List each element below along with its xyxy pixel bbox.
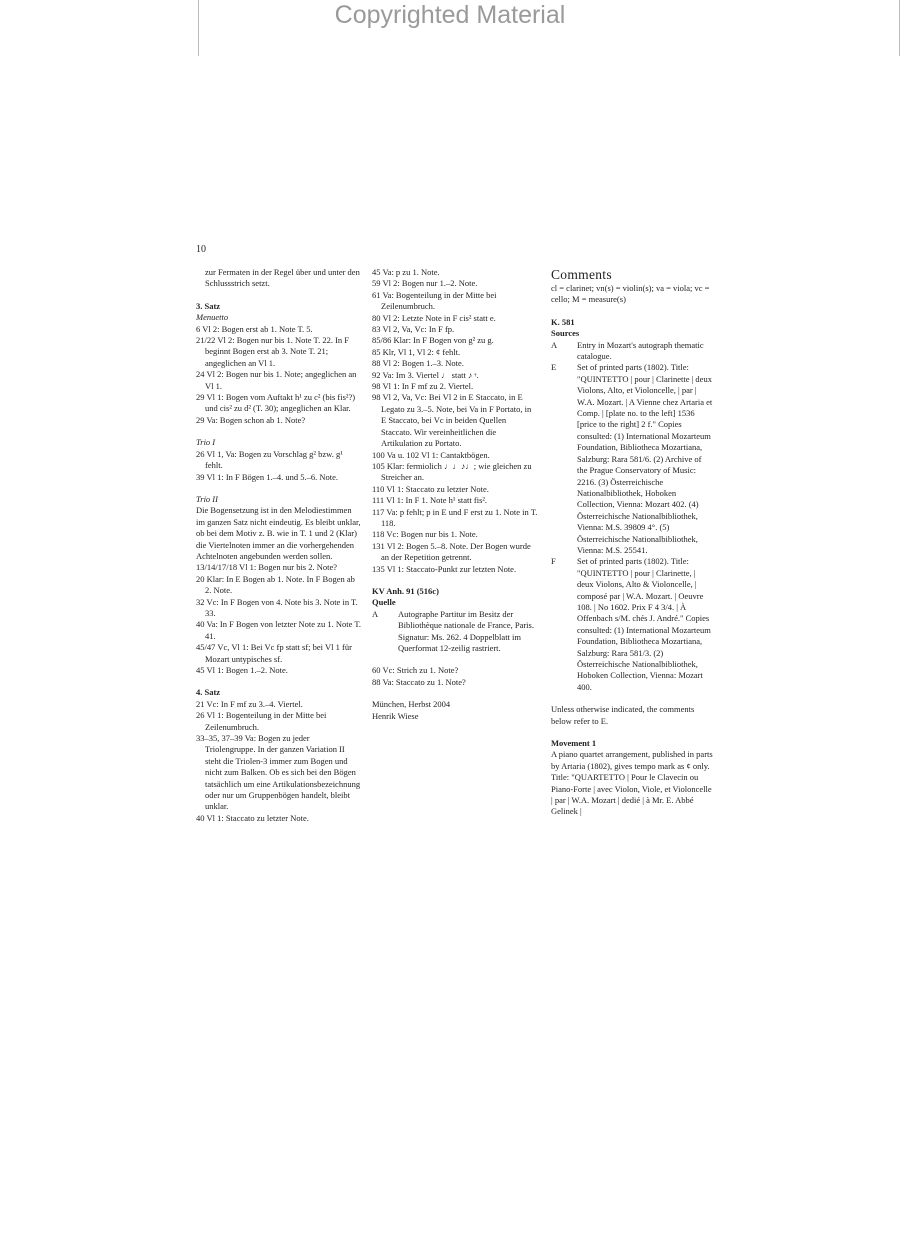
abbreviations: cl = clarinet; vn(s) = violin(s); va = viola; vc = cello; M = measure(s) [551,283,710,305]
note-item: 20 Klar: In E Bogen ab 1. Note. In F Bogen ab 2. Note. [196,573,355,596]
satz4-heading: 4. Satz [196,687,221,698]
note-item: 98 Vl 1: In F mf zu 2. Viertel. [372,381,474,392]
column-1 [196,267,362,824]
note-item: 33–35, 37–39 Va: Bogen zu jeder Triolengruppe. In der ganzen Variation II steht die Triolen-3 immer zum Bogen und nicht zum Balken. Ob es sich bei den Bögen tatsächlich um eine Artikulationsbezeichnung oder nur um Gruppenbögen handelt, bleibt unklar. [196,733,361,812]
note-item: 88 Va: Staccato zu 1. Note? [372,676,466,687]
note-item: 88 Vl 2: Bogen 1.–3. Note. [372,358,464,369]
source-label: A [372,608,379,619]
note-item: 26 Vl 1: Bogenteilung in der Mitte bei Zeilenumbruch. [196,710,327,732]
note-item: 100 Va u. 102 Vl 1: Cantaktbögen. [372,449,490,460]
source-text: Set of printed parts (1802). Title: "QUINTETTO | pour | Clarinette, | deux Violons, Alto & Violoncelle, | composé par | W.A. Mozart. | Oeuvre 108. | No 1602. Prix F 4 3/4. | À Offenbach s/M. chés J. André." Copies consulted: (1) International Mozarteum Foundation, Bibliotheca Mozartiana, Salzburg: Rara 581/3. (2) Österreichische Nationalbibliothek, Hoboken Collection, Vienna: Mozart 400. [577,556,711,692]
note-item: 92 Va: Im 3. Viertel ♩ statt ♪ 𝄾. [372,369,479,380]
intro-text: zur Fermaten in der Regel über und unter den Schlussstrich setzt. [205,267,360,289]
note-item: 29 Vl 1: Bogen vom Auftakt h¹ zu c² (bis fis²?) und cis² zu d² (T. 30); angeglichen an Klar. [196,392,356,414]
note-item: 26 Vl 1, Va: Bogen zu Vorschlag g² bzw. g¹ fehlt. [196,448,343,471]
note-item: 13/14/17/18 Vl 1: Bogen nur bis 2. Note? [196,562,338,573]
source-entry [551,362,713,556]
copyright-watermark: Copyrighted Material [334,1,566,29]
note-item: 45/47 Vc, Vl 1: Bei Vc fp statt sf; bei Vl 1 für Mozart untypisches sf. [196,642,352,664]
note-item: 40 Va: In F Bogen von letzter Note zu 1. Note T. 41. [196,619,362,641]
note-item: 21/22 Vl 2: Bogen nur bis 1. Note T. 22. In F beginnt Bogen erst ab 3. Note T. 21; angeglichen an Vl 1. [196,335,349,368]
source-entry [372,609,538,655]
movement-text: A piano quartet arrangement, published in parts by Artaria (1802), gives tempo mark as ¢ only. Title: "QUARTETTO | Pour le Clavecin ou Piano-Forte | avec Violon, Viole, et Violoncelle | par | W.A. Mozart | dedié | à Mr. E. Abbé Gelinek | [551,749,713,817]
note-item: 61 Va: Bogenteilung in der Mitte bei Zeilenumbruch. [372,289,497,312]
movement-heading: Movement 1 [551,738,597,749]
source-entry [551,340,713,363]
place-date: München, Herbst 2004 [372,699,451,710]
note-item: 105 Klar: fermiolich ♩♩♪♩; wie gleichen zu Streicher an. [372,460,532,483]
note-item: 60 Vc: Strich zu 1. Note? [372,665,459,676]
note-item: 98 Vl 2, Va, Vc: Bei Vl 2 in E Staccato, in E Legato zu 3.–5. Note, bei Va in F Portato, in E Staccato, bei Vc in beiden Quellen Staccato. Wir vereinheitlichen die Artikulation zu Portato. [372,392,532,449]
note-item: 39 Vl 1: In F Bögen 1.–4. und 5.–6. Note. [196,471,338,482]
page-frame-left [198,0,199,56]
note-item: 32 Vc: In F Bogen von 4. Note bis 3. Note in T. 33. [196,596,358,618]
trio2-text: Die Bogensetzung ist in den Melodiestimmen im ganzen Satz nicht eindeutig. Es bleibt unklar, ob bei dem Motiv z. B. wie in T. 1 und 2 (Klar) die Viertelnoten immer an die vorhergehenden Achtelnoten angebunden werden sollen. [196,505,361,561]
note-item: 45 Vl 1: Bogen 1.–2. Note. [196,665,288,675]
source-text: Set of printed parts (1802). Title: "QUINTETTO | pour | Clarinette | deux Violons, Alto, et Violoncelle, | par | W.A. Mozart. | A Vienne chez Artaria et Comp. | [plate no. to the left] 1536 [price to the right] 2 f." Copies consulted: (1) International Mozarteum Foundation, Bibliotheca Mozartiana, Salzburg: Rara 581/6. (2) Archive of the Prague Conservatory of Music: 2216. (3) Österreichische Nationalbibliothek, Hoboken Collection, Vienna: Mozart 402. (4) Österreichische Nationalbibliothek, Vienna: M.S. 39809 4°. (5) Österreichische Nationalbibliothek, Vienna: M.S. 25541. [577,362,713,555]
note-item: 21 Vc: In F mf zu 3.–4. Viertel. [196,698,303,709]
k581-heading: K. 581 [551,316,575,327]
unless-note: Unless otherwise indicated, the comments below refer to E. [551,704,695,726]
note-item: 83 Vl 2, Va, Vc: In F fp. [372,324,455,335]
note-item: 80 Vl 2: Letzte Note in F cis² statt e. [372,312,496,323]
source-label: A [551,339,558,350]
note-item: 85/86 Klar: In F Bogen von g² zu g. [372,335,494,346]
note-item: 135 Vl 1: Staccato-Punkt zur letzten Note. [372,563,517,574]
quelle-heading: Quelle [372,597,396,608]
note-item: 45 Va: p zu 1. Note. [372,267,440,277]
source-entry [551,556,713,693]
source-label: E [551,362,557,373]
author-name: Henrik Wiese [372,710,419,721]
column-2 [372,267,538,722]
note-item: 40 Vl 1: Staccato zu letzter Note. [196,812,309,823]
source-text: Autographe Partitur im Besitz der Bibliothèque nationale de France, Paris. Signatur: Ms. 262. 4 Doppelblatt im Querformat 12-zeilig rastriert. [398,608,534,653]
kv-heading: KV Anh. 91 (516c) [372,585,439,596]
note-item: 111 Vl 1: In F 1. Note h¹ statt fis². [372,495,488,506]
comments-title: Comments [551,267,612,282]
note-item: 59 Vl 2: Bogen nur 1.–2. Note. [372,278,478,289]
note-item: 29 Va: Bogen schon ab 1. Note? [196,414,306,425]
trio2-heading: Trio II [196,493,218,504]
trio1-heading: Trio I [196,437,216,448]
note-item: 118 Vc: Bogen nur bis 1. Note. [372,529,478,540]
satz3-subheading: Menuetto [196,312,229,323]
note-item: 131 Vl 2: Bogen 5.–8. Note. Der Bogen wurde an der Repetition getrennt. [372,540,531,563]
source-label: F [551,556,556,567]
page-number: 10 [196,244,206,255]
note-item: 85 Klr, Vl 1, Vl 2: ¢ fehlt. [372,346,461,357]
note-item: 110 Vl 1: Staccato zu letzter Note. [372,483,489,494]
sources-heading: Sources [551,328,580,339]
column-3 [551,267,713,818]
note-item: 24 Vl 2: Bogen nur bis 1. Note; angeglichen an Vl 1. [196,369,357,391]
note-item: 117 Va: p fehlt; p in E und F erst zu 1. Note in T. 118. [372,506,538,528]
satz3-heading: 3. Satz [196,300,221,311]
source-text: Entry in Mozart's autograph thematic catalogue. [577,339,704,362]
note-item: 6 Vl 2: Bogen erst ab 1. Note T. 5. [196,323,313,334]
